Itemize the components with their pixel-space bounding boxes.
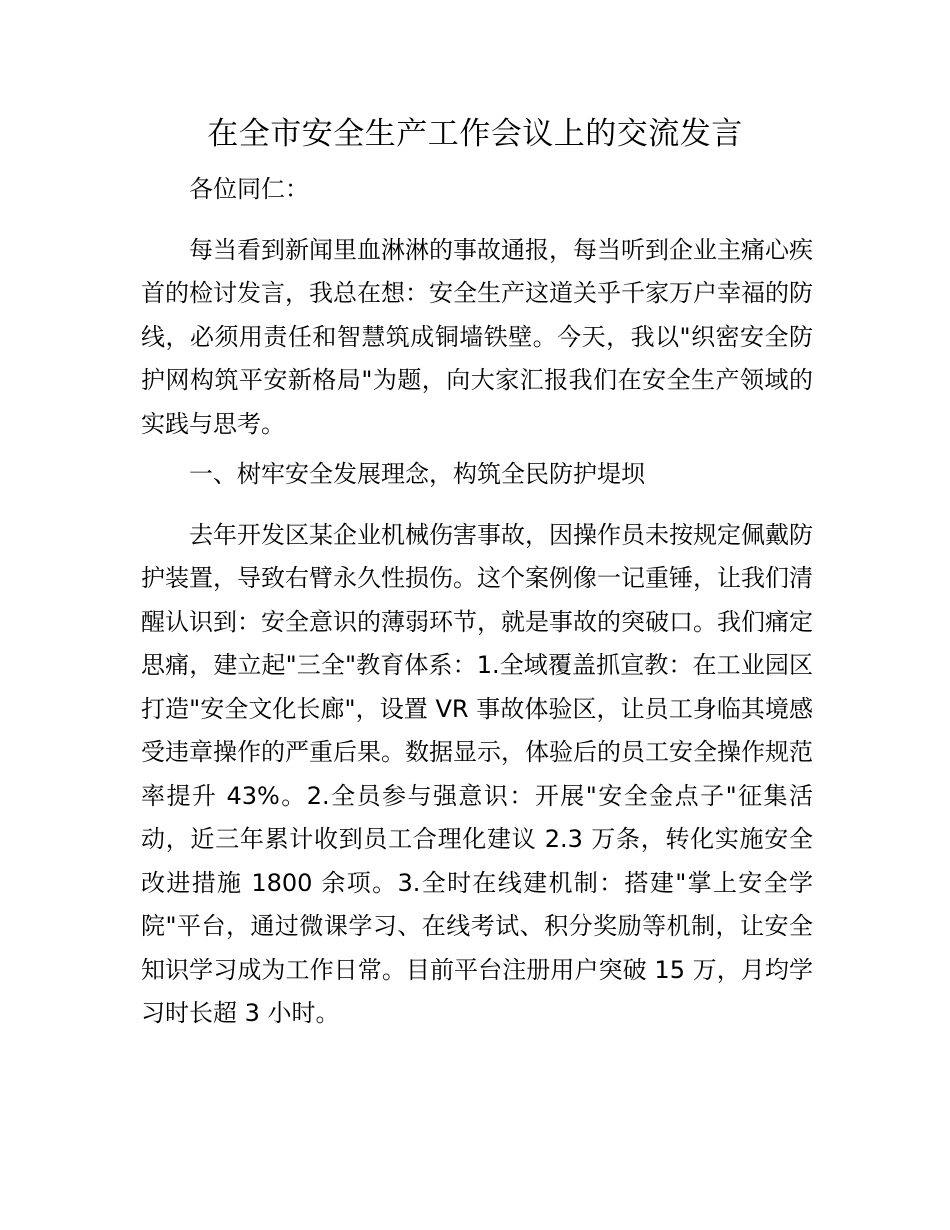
salutation: 各位同仁： [189, 175, 309, 203]
paragraph-intro: 每当看到新闻里血淋淋的事故通报，每当听到企业主痛心疾首的检讨发言，我总在想：安全生产这道关乎千家万户幸福的防线，必须用责任和智慧筑成铜墙铁壁。今天，我以"织密安全防护网构筑平安新格局"为题，向大家汇报我们在安全生产领域的实践与思考。 [141, 235, 813, 438]
document-body [141, 168, 813, 1043]
section-heading-1: 一、树牢安全发展理念，构筑全民防护堤坝 [189, 460, 645, 488]
document-title: 在全市安全生产工作会议上的交流发言 [207, 116, 743, 152]
paragraph-section-1: 去年开发区某企业机械伤害事故，因操作员未按规定佩戴防护装置，导致右臂永久性损伤。这个案例像一记重锤，让我们清醒认识到：安全意识的薄弱环节，就是事故的突破口。我们痛定思痛，建立起"三全"教育体系：1.全域覆盖抓宣教：在工业园区打造"安全文化长廊"，设置 VR 事故体验区，让员工身临其境感受违章操作的严重后果。数据显示，体验后的员工安全操作规范率提升 43%。2.全员参与强意识：开展"安全金点子"征集活动，近三年累计收到员工合理化建议 2.3 万条，转化实施安全改进措施 1800 余项。3.全时在线建机制：搭建"掌上安全学院"平台，通过微课学习、在线考试、积分奖励等机制，让安全知识学习成为工作日常。目前平台注册用户突破 15 万，月均学习时长超 3 小时。 [141, 520, 813, 1027]
